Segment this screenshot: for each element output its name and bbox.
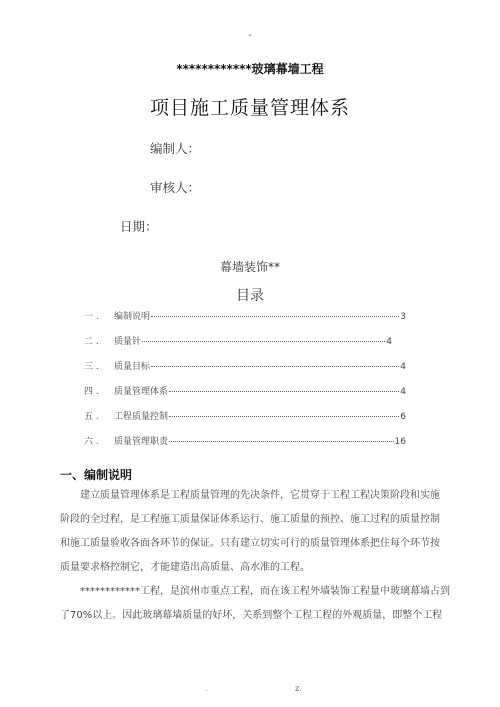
toc-item-page: 16 — [394, 437, 406, 447]
toc-item-label: 质量管理职责 — [114, 437, 169, 447]
footer-left-mark: . — [205, 684, 208, 693]
toc-item-page: 3 — [400, 312, 406, 322]
reviewed-by-label: 审核人： — [150, 180, 201, 195]
toc-leader — [169, 391, 399, 392]
toc-item-page: 4 — [386, 337, 392, 347]
toc-item-number: 一 . — [84, 312, 99, 322]
prepared-by-label: 编制人： — [150, 141, 201, 156]
document-title: 项目施工质量管理体系 — [149, 97, 350, 119]
toc-item-label: 工程质量控制 — [114, 412, 169, 422]
toc-item[interactable] — [84, 384, 406, 400]
toc-item[interactable] — [84, 434, 406, 450]
footer-right-mark: z. — [295, 684, 302, 693]
toc-item-label: 质量目标 — [114, 362, 151, 372]
date-label: 日期： — [120, 219, 158, 234]
toc-item[interactable] — [84, 334, 392, 350]
toc-item[interactable] — [84, 409, 406, 425]
project-name: ************玻璃幕墙工程 — [176, 62, 324, 76]
toc-item-number: 五 . — [84, 412, 99, 422]
toc-leader — [151, 366, 399, 367]
paragraph-line: ************工程，是滨州市重点工程，而在该工程外墙装饰工程量中玻璃幕墙占到 — [80, 586, 450, 597]
toc-item-number: 四 . — [84, 387, 99, 397]
header-mark: - — [248, 30, 252, 41]
paragraph-line: 阶段的全过程，是工程施工质量保证体系运行、施工质量的预控、施工过程的质量控制 — [60, 514, 440, 525]
toc-item-number: 二 . — [84, 337, 99, 347]
toc-item-page: 6 — [400, 412, 406, 422]
toc-leader — [169, 441, 394, 442]
paragraph-2 — [60, 580, 450, 628]
paragraph-line: 和施工质量验收各面各环节的保证。只有建立切实可行的质量管理体系把住每个环节按 — [60, 538, 440, 549]
toc-leader — [142, 341, 385, 342]
toc-item-number: 三 . — [84, 362, 99, 372]
toc-title: 目录 — [236, 288, 264, 304]
toc-leader — [169, 416, 399, 417]
toc-item[interactable] — [84, 359, 406, 375]
paragraph-line: 了70%以上。因此玻璃幕墙质量的好坏，关系到整个工程工程的外观质量，即整个工程 — [60, 610, 443, 621]
paragraph-line: 质量要求格控制它，才能建造出高质量、高水准的工程。 — [60, 562, 310, 573]
toc-item-label: 质量针 — [114, 337, 142, 347]
toc-item-number: 六 . — [84, 437, 99, 447]
toc-item-label: 质量管理体系 — [114, 387, 169, 397]
toc-item-page: 4 — [400, 362, 406, 372]
toc-item-label: 编制说明 — [114, 312, 151, 322]
paragraph-line: 建立质量管理体系是工程质量管理的先决条件，它贯穿于工程工程决策阶段和实施 — [80, 490, 440, 501]
toc-item-page: 4 — [400, 387, 406, 397]
company-name: 幕墙装饰** — [219, 260, 280, 274]
paragraph-1 — [60, 484, 450, 580]
section-heading: 一、编制说明 — [60, 468, 133, 482]
toc-leader — [151, 316, 399, 317]
toc-item[interactable] — [84, 309, 406, 325]
